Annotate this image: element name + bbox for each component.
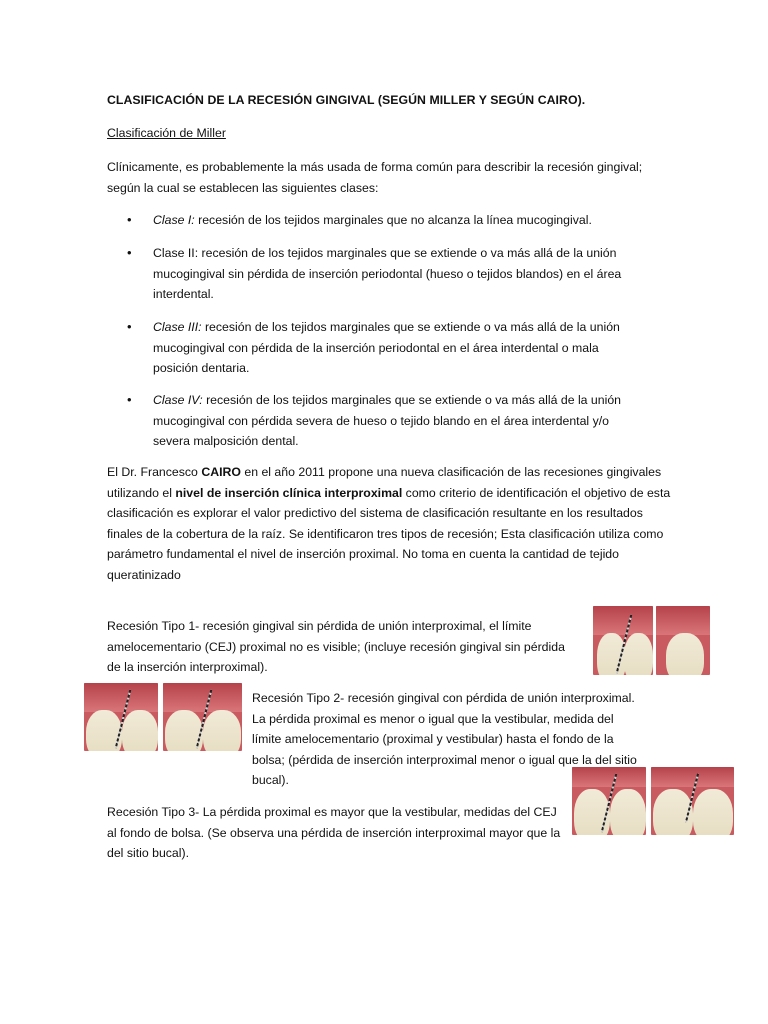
class-text: recesión de los tejidos marginales que se extiende o va más allá de la unión mucogingival con pérdida severa de hueso o tejido blando en el área interdental y/o severa malposición dental. [153, 393, 622, 448]
clinical-photo-type1-b [656, 606, 710, 675]
bullet-icon: • [127, 212, 132, 227]
cairo-name: CAIRO [201, 465, 241, 479]
document-title: CLASIFICACIÓN DE LA RECESIÓN GINGIVAL (SEGÚN MILLER Y SEGÚN CAIRO). [107, 93, 586, 107]
clinical-photo-type2-b [163, 683, 242, 751]
class-text: recesión de los tejidos marginales que se extiende o va más allá de la unión mucogingival sin pérdida de inserción periodontal (hueso o tejidos blandos) en el área interdental. [153, 246, 622, 301]
class-label: Clase II: [153, 246, 199, 260]
bullet-icon: • [127, 392, 132, 407]
bullet-icon: • [127, 245, 132, 260]
cairo-type1-text: Recesión Tipo 1- recesión gingival sin pérdida de unión interproximal, el límite amelocementario (CEJ) proximal no es visible; (incluye recesión gingival sin pérdida de la inserción interproximal). [107, 619, 565, 674]
cairo-paragraph [107, 462, 677, 585]
class-text: recesión de los tejidos marginales que no alcanza la línea mucogingival. [194, 213, 592, 227]
class-label: Clase IV: [153, 393, 203, 407]
bullet-icon: • [127, 319, 132, 334]
clinical-photo-type2-a [84, 683, 158, 751]
list-item [107, 390, 627, 452]
clinical-photo-type3-b [651, 767, 734, 835]
cairo-text: como criterio de identificación el objetivo de esta clasificación es explorar el valor predictivo del sistema de clasificación resultante en los resultados finales de la cobertura de la raíz. Se identificaron tres tipos de recesión; Esta clasificación utiliza como parámetro fundamental el nivel de inserción proximal. No toma en cuenta la cantidad de tejido queratinizado [107, 485, 671, 582]
cairo-text: en el año 2011 propone una nueva clasificación de las recesiones gingivales utilizando el [107, 465, 662, 500]
cairo-criterion: nivel de inserción clínica interproximal [175, 485, 403, 500]
list-item [107, 243, 627, 305]
clinical-photo-type1-a [593, 606, 653, 675]
list-item [107, 317, 627, 379]
cairo-text: El Dr. Francesco [107, 465, 202, 479]
cairo-type3-text: Recesión Tipo 3- La pérdida proximal es mayor que la vestibular, medidas del CEJ al fondo de bolsa. (Se observa una pérdida de inserción interproximal mayor que la del sitio bucal). [107, 805, 561, 860]
list-item [107, 210, 627, 231]
class-label: Clase III: [153, 320, 202, 334]
miller-intro-paragraph: Clínicamente, es probablemente la más usada de forma común para describir la recesión gingival; según la cual se establecen las siguientes clases: [107, 160, 643, 195]
class-text: recesión de los tejidos marginales que se extiende o va más allá de la unión mucogingival con pérdida de la inserción periodontal en el área interdental o mala posición dentaria. [153, 320, 620, 375]
class-label: Clase I: [153, 213, 195, 227]
section-heading-miller: Clasificación de Miller [107, 126, 226, 140]
cairo-type2-text: Recesión Tipo 2- recesión gingival con pérdida de unión interproximal. La pérdida proximal es menor o igual que la vestibular, medida del límite amelocementario (proximal y vestibular) hasta el fondo de la bolsa; (pérdida de inserción interproximal menor o igual que la del sitio bucal). [252, 691, 637, 787]
